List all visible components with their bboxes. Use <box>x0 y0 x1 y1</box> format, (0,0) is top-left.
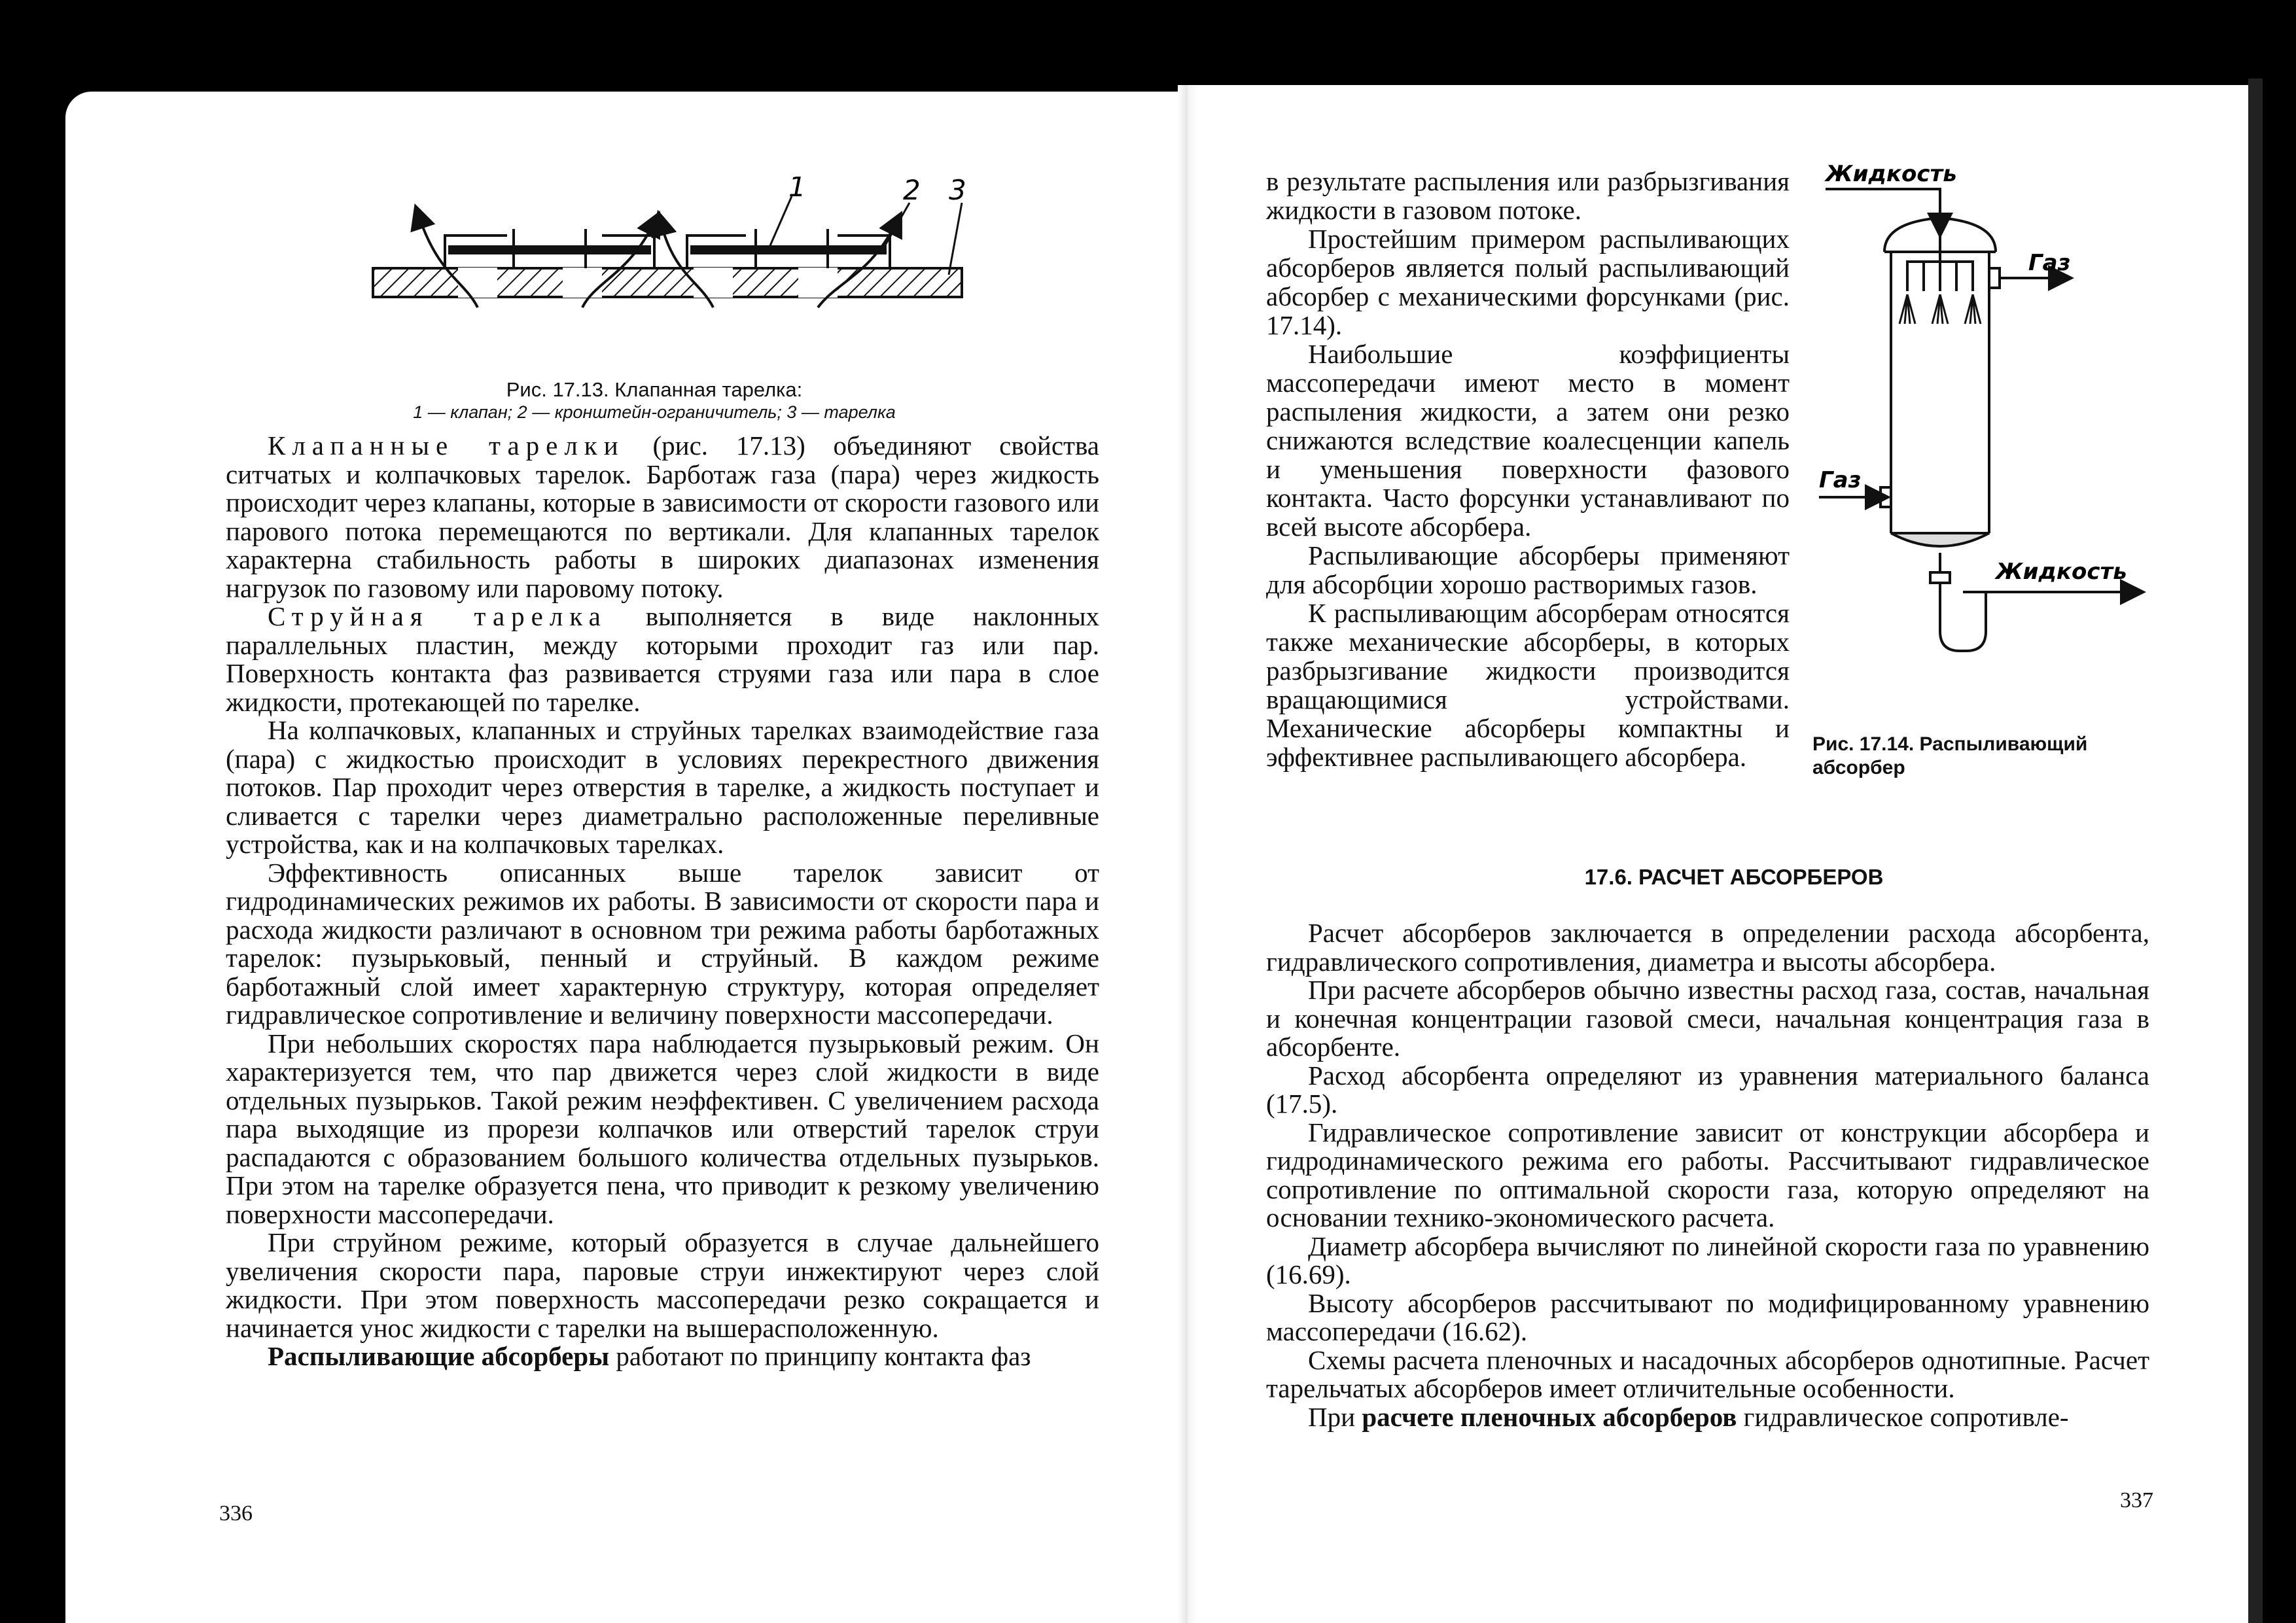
paragraph: Распыливающие абсорберы применяют для абсорбции хорошо растворимых газов. <box>1266 540 1790 599</box>
paragraph: Диаметр абсорбера вычисляют по линейной скорости газа по уравнению (16.69). <box>1266 1230 2149 1289</box>
book-gutter <box>1178 85 1197 1623</box>
paragraph: Струйная тарелка выполняется в виде наклонных параллельных пластин, между которыми проходит газ или пар. Поверхность контакта фаз развивается струями газа или пара в слое жидкости, протекающей по тарелке. <box>226 601 1099 717</box>
label-gas-out: Газ <box>2028 250 2071 276</box>
page-number-right: 337 <box>2120 1488 2153 1512</box>
right-page-body <box>1266 919 2149 1431</box>
paragraph: Высоту абсорберов рассчитывают по модифицированному уравнению массопередачи (16.62). <box>1266 1287 2149 1346</box>
paragraph: На колпачковых, клапанных и струйных тарелках взаимодействие газа (пара) с жидкостью происходит в условиях перекрестного движения потоков. Пар проходит через отверстия в тарелке, а жидкость поступает и сливается с тарелки через диаметрально расположенные переливные устройства, как и на колпачковых тарелках. <box>226 715 1099 859</box>
label-gas-in: Газ <box>1819 467 1862 493</box>
page-number-left: 336 <box>219 1501 253 1526</box>
figure-caption-17-13 <box>196 378 1112 423</box>
paragraph: Клапанные тарелки (рис. 17.13) объединяют свойства ситчатых и колпачковых тарелок. Барботаж газа (пара) через жидкость происходит через клапаны, которые в зависимости от скорости газового или парового потока перемещаются по вертикали. Для клапанных тарелок характерна стабильность работы в широких диапазонах изменения нагрузок по газовому или паровому потоку. <box>226 430 1099 603</box>
section-heading: 17.6. РАСЧЕТ АБСОРБЕРОВ <box>1584 865 1884 889</box>
paragraph: Схемы расчета пленочных и насадочных абсорберов однотипные. Расчет тарельчатых абсорберов имеет отличительные особенности. <box>1266 1344 2149 1403</box>
paragraph: При струйном режиме, который образуется в случае дальнейшего увеличения скорости пара, паровые струи инжектируют через слой жидкости. При этом поверхность массопередачи резко сокращается и начинается унос жидкости с тарелки на вышерасположенную. <box>226 1227 1099 1343</box>
paragraph: К распыливающим абсорберам относятся также механические абсорберы, в которых разбрызгивание жидкости производится вращающимися устройствами. Механические абсорберы компактны и эффективнее распыливающего абсорбера. <box>1266 598 1790 772</box>
term-spray-absorbers: Распыливающие абсорберы <box>268 1341 610 1371</box>
paragraph: Гидравлическое сопротивление зависит от конструкции абсорбера и гидродинамического режима его работы. Рассчитывают гидравлическое сопротивление по оптимальной скорости газа, которую определяют на основании технико-экономического расчета. <box>1266 1117 2149 1232</box>
paragraph: При небольших скоростях пара наблюдается пузырьковый режим. Он характеризуется тем, что пар движется через слой жидкости в виде отдельных пузырьков. Такой режим неэффективен. С увеличением расхода пара выходящие из прорези колпачков или отверстий тарелок струи распадаются с образованием большого количества отдельных пузырьков. При этом на тарелке образуется пена, что приводит к резкому увеличению поверхности массопередачи. <box>226 1028 1099 1229</box>
left-page-body <box>226 432 1099 1371</box>
label-liquid-out: Жидкость <box>1996 559 2127 585</box>
paragraph: При расчете пленочных абсорберов гидравлическое сопротивле- <box>1308 1401 2069 1432</box>
paragraph: Расчет абсорберов заключается в определении расхода абсорбента, гидравлического сопротивления, диаметра и высоты абсорбера. <box>1266 918 2149 977</box>
paragraph: Эффективность описанных выше тарелок зависит от гидродинамических режимов их работы. В зависимости от скорости пара и расхода жидкости различают в основном три режима работы барботажных тарелок: пузырьковый, пенный и струйный. В каждом режиме барботажный слой имеет характерную структуру, которая определяет гидравлическое сопротивление и величину поверхности массопередачи. <box>226 857 1099 1030</box>
paragraph: Наибольшие коэффициенты массопередачи имеют место в момент распыления жидкости, а затем они резко снижаются вследствие коалесценции капель и уменьшения поверхности фазового контакта. Часто форсунки устанавливают по всей высоте абсорбера. <box>1266 339 1790 542</box>
callout-1: 1 <box>788 177 806 203</box>
paragraph: Распыливающие абсорберы работают по принципу контакта фаз <box>268 1341 1031 1371</box>
callout-3: 3 <box>949 177 966 206</box>
right-column-text <box>1266 167 1790 771</box>
caption-title: Рис. 17.13. Клапанная тарелка: <box>506 378 803 401</box>
term-film-absorbers: расчете пленочных абсорберов <box>1362 1401 1737 1432</box>
paragraph: Расход абсорбента определяют из уравнения материального баланса (17.5). <box>1266 1060 2149 1119</box>
figure-caption-17-14: Рис. 17.14. Распыливающий абсорбер <box>1812 733 2088 778</box>
valve-tray-figure <box>366 177 968 314</box>
term-jet-tray: Струйная тарелка <box>268 601 607 631</box>
paragraph: Простейшим примером распыливающих абсорберов является полый распыливающий абсорбер с механическими форсунками (рис. 17.14). <box>1266 224 1790 340</box>
term-valve-trays: Клапанные тарелки <box>268 430 625 461</box>
spray-absorber-figure <box>1812 160 2153 671</box>
callout-2: 2 <box>903 177 921 206</box>
label-liquid-in: Жидкость <box>1826 161 1957 187</box>
paragraph: в результате распыления или разбрызгивания жидкости в газовом потоке. <box>1266 166 1790 225</box>
page-edge <box>2248 79 2263 1623</box>
caption-legend: 1 — клапан; 2 — кронштейн-ограничитель; 3 — тарелка <box>413 402 896 422</box>
paragraph: При расчете абсорберов обычно известны расход газа, состав, начальная и конечная концентрации газовой смеси, начальная концентрация газа в абсорбенте. <box>1266 975 2149 1062</box>
